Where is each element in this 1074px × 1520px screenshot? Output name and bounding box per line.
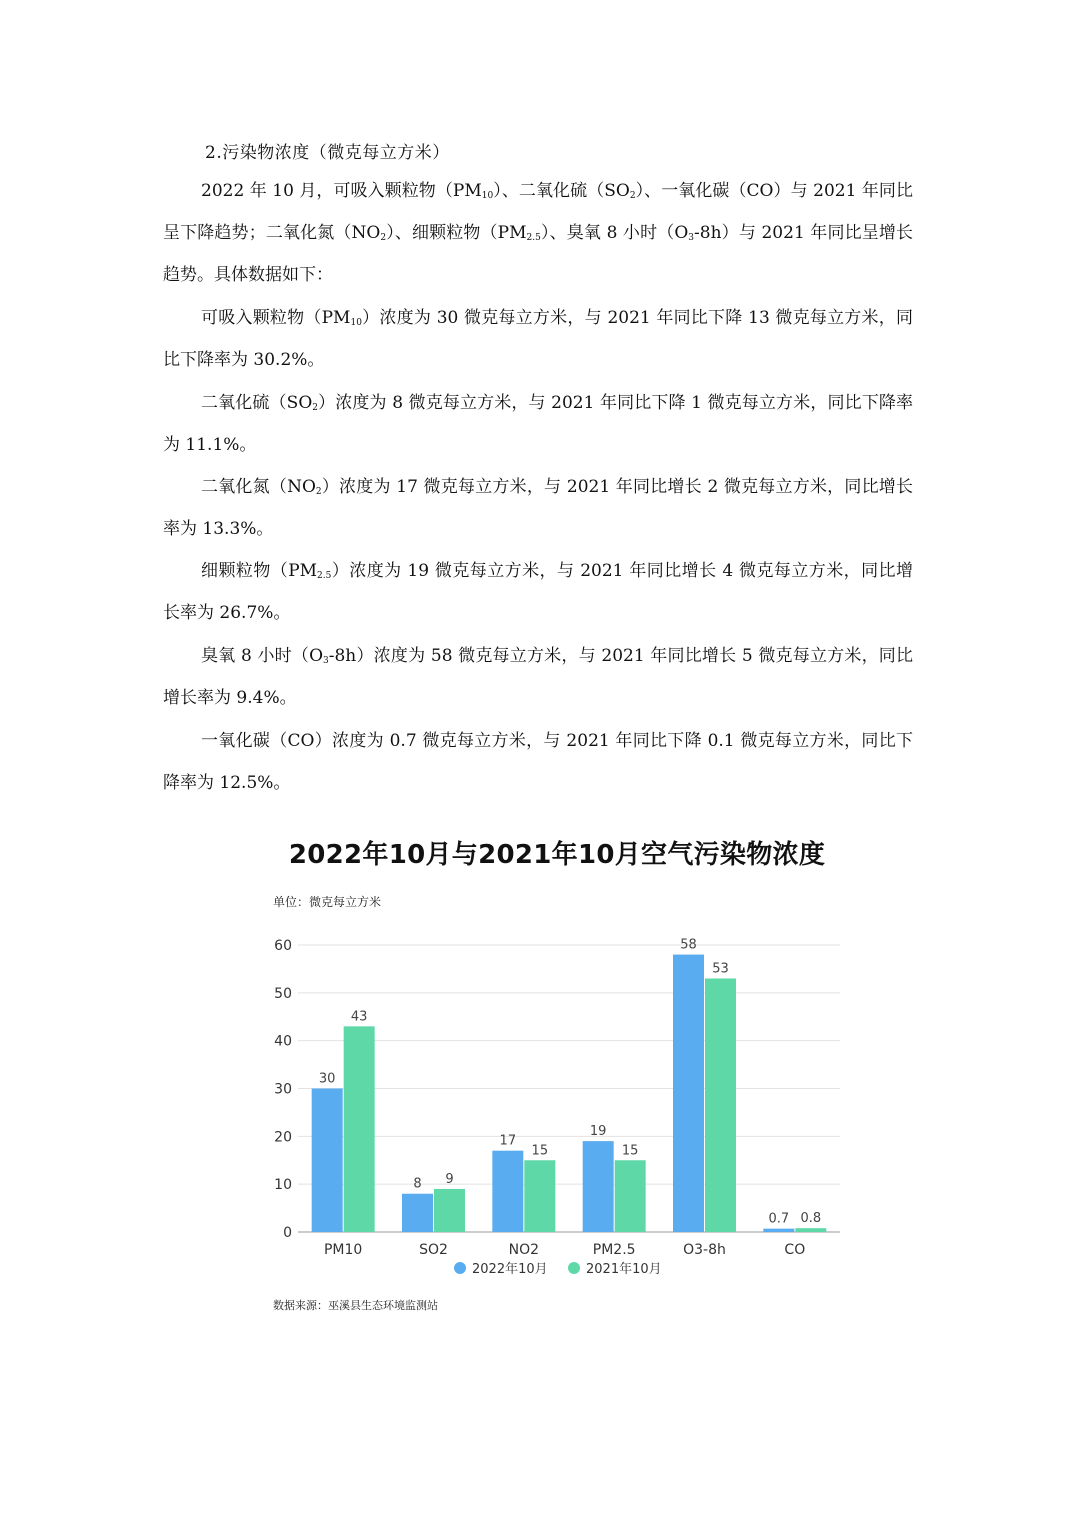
data-label: 53 <box>712 961 729 977</box>
subscript: 2 <box>312 403 318 413</box>
x-tick-label: O3-8h <box>683 1242 726 1258</box>
bar-chart <box>0 820 1074 1290</box>
paragraph-text: -8h）浓度为 58 微克每立方米，与 2021 年同比增长 5 微克每立方米，同比增长率为 9.4%。 <box>163 646 913 708</box>
x-tick-label: NO2 <box>508 1242 540 1258</box>
bar <box>434 1189 465 1232</box>
paragraph-so2 <box>163 382 913 466</box>
paragraph-text: ）、一氧化碳（CO）与 2021 年同比呈下降趋势；二氧化氮（NO <box>163 181 913 243</box>
bar <box>673 955 704 1232</box>
bar <box>344 1026 375 1232</box>
paragraph-pm25 <box>163 550 913 634</box>
subscript: 2 <box>315 487 322 497</box>
y-tick-label: 20 <box>274 1129 292 1146</box>
subscript: 10 <box>481 191 494 201</box>
x-tick-label: PM10 <box>323 1242 363 1258</box>
paragraph-text: 二氧化氮（NO <box>201 477 316 497</box>
paragraph-text: ）浓度为 8 微克每立方米，与 2021 年同比下降 1 微克每立方米，同比下降率为 11.1%。 <box>163 393 913 455</box>
data-label: 43 <box>350 1009 368 1025</box>
legend-label: 2022年10月 <box>472 1262 548 1277</box>
paragraph-text: 二氧化硫（SO <box>201 393 313 413</box>
paragraph-o3 <box>163 635 913 719</box>
chart-figure <box>0 820 1074 1340</box>
y-tick-label: 40 <box>274 1033 292 1050</box>
bar <box>402 1194 433 1232</box>
paragraph-pm10 <box>163 297 913 381</box>
data-label: 8 <box>413 1176 422 1192</box>
data-label: 0.7 <box>768 1211 790 1227</box>
data-label: 9 <box>445 1171 454 1187</box>
bar <box>492 1151 523 1232</box>
paragraph-co <box>163 720 913 804</box>
section-heading: 2.污染物浓度（微克每立方米） <box>205 143 450 163</box>
bar <box>615 1160 646 1232</box>
subscript: 2.5 <box>317 571 332 581</box>
subscript: 10 <box>350 318 362 328</box>
data-label: 15 <box>621 1143 639 1159</box>
legend-label: 2021年10月 <box>586 1262 662 1277</box>
subscript: 2.5 <box>526 233 541 243</box>
chart-title: 2022年10月与2021年10月空气污染物浓度 <box>288 840 826 870</box>
x-tick-label: SO2 <box>419 1242 448 1258</box>
data-label: 0.8 <box>800 1211 822 1227</box>
bar <box>795 1228 826 1232</box>
paragraph-text: 可吸入颗粒物（PM <box>201 308 351 328</box>
y-tick-label: 30 <box>274 1081 292 1098</box>
paragraph-text: ）浓度为 19 微克每立方米，与 2021 年同比增长 4 微克每立方米，同比增长率为 26.7%。 <box>163 561 913 623</box>
subscript: 2 <box>380 233 387 243</box>
paragraph-text: ）、二氧化硫（SO <box>493 181 630 201</box>
x-tick-label: CO <box>784 1242 806 1258</box>
data-label: 17 <box>499 1133 517 1149</box>
bar <box>763 1229 794 1232</box>
bar <box>312 1089 343 1233</box>
legend-marker <box>454 1262 466 1274</box>
chart-source: 数据来源：巫溪县生态环境监测站 <box>273 1299 438 1312</box>
paragraph-text: 一氧化碳（CO）浓度为 0.7 微克每立方米，与 2021 年同比下降 0.1 微克每立方米，同比下降率为 12.5%。 <box>163 731 913 793</box>
paragraph-text: ）、臭氧 8 小时（O <box>540 223 689 243</box>
y-tick-label: 0 <box>283 1225 292 1241</box>
data-label: 30 <box>318 1071 336 1087</box>
paragraph-text: ）、细颗粒物（PM <box>386 223 527 243</box>
data-label: 19 <box>589 1124 607 1140</box>
chart-unit-label: 单位：微克每立方米 <box>273 895 382 909</box>
bar <box>524 1160 555 1232</box>
bar <box>583 1141 614 1232</box>
paragraph-text: 细颗粒物（PM <box>201 561 318 581</box>
subscript: 2 <box>629 191 636 201</box>
paragraph-summary <box>163 170 913 296</box>
subscript: 3 <box>688 233 695 243</box>
bar <box>705 978 736 1232</box>
data-label: 58 <box>680 937 697 953</box>
y-tick-label: 60 <box>274 938 292 954</box>
paragraph-text: 2022 年 10 月，可吸入颗粒物（PM <box>201 181 482 201</box>
legend-marker <box>568 1262 580 1274</box>
paragraph-no2 <box>163 466 913 550</box>
paragraph-text: ）浓度为 30 微克每立方米，与 2021 年同比下降 13 微克每立方米，同比下降率为 30.2%。 <box>163 308 913 370</box>
subscript: 3 <box>323 656 329 666</box>
x-tick-label: PM2.5 <box>592 1242 636 1258</box>
y-tick-label: 10 <box>274 1177 292 1194</box>
data-label: 15 <box>531 1143 549 1159</box>
y-tick-label: 50 <box>274 985 292 1002</box>
paragraph-text: 臭氧 8 小时（O <box>201 646 324 666</box>
paragraph-text: -8h）与 2021 年同比呈增长趋势。具体数据如下： <box>163 223 913 285</box>
paragraph-text: ）浓度为 17 微克每立方米，与 2021 年同比增长 2 微克每立方米，同比增长率为 13.3%。 <box>163 477 914 539</box>
